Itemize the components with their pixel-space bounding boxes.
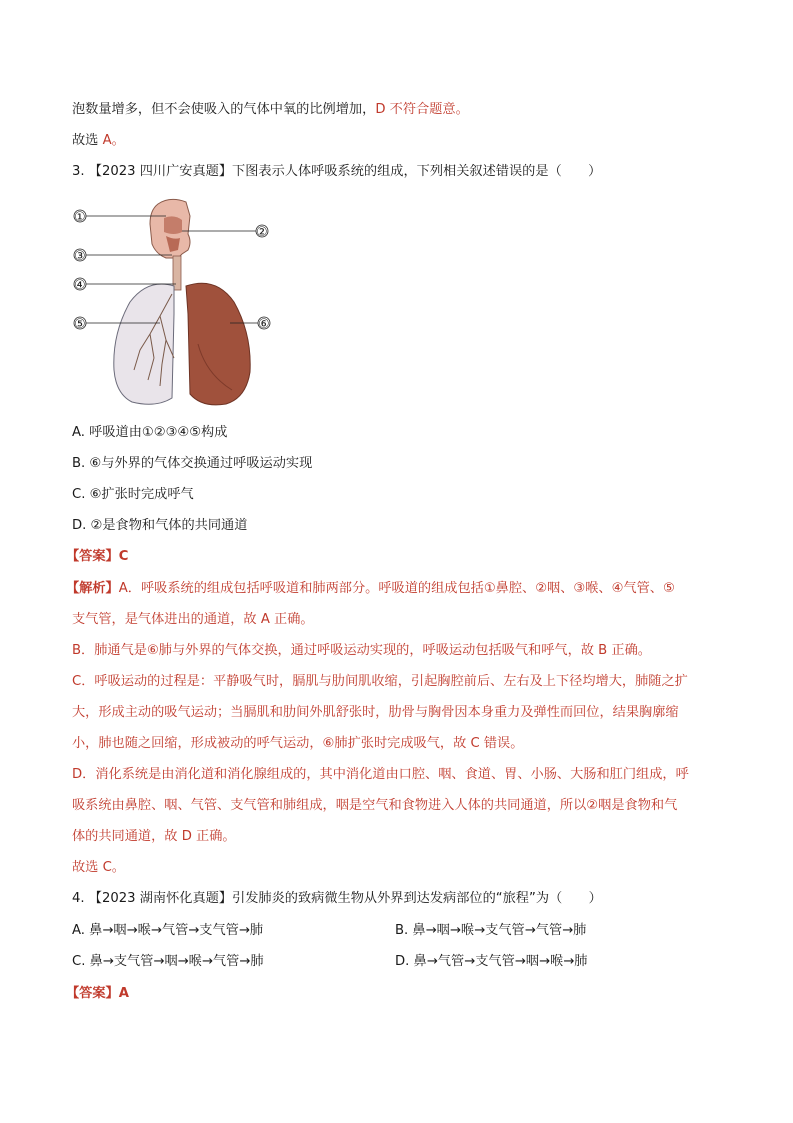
q3-analysis-c3: 小，肺也随之回缩，形成被动的呼气运动，⑥肺扩张时完成吸气，故 C 错误。	[72, 736, 524, 751]
q4-option-a: A. 鼻→咽→喉→气管→支气管→肺	[72, 923, 264, 938]
q3-option-a: A. 呼吸道由①②③④⑤构成	[72, 425, 228, 440]
text-line-1: 泡数量增多，但不会使吸入的气体中氧的比例增加，D 不符合题意。	[72, 102, 469, 117]
q4-option-c: C. 鼻→支气管→咽→喉→气管→肺	[72, 954, 264, 969]
trachea	[173, 256, 181, 290]
q4-option-d: D. 鼻→气管→支气管→咽→喉→肺	[395, 954, 588, 969]
label-2: ②	[256, 225, 268, 240]
q4-answer: 【答案】A	[66, 986, 129, 1001]
q3-final-choice: 故选 C。	[72, 860, 125, 875]
respiratory-system-diagram	[66, 194, 286, 408]
label-3: ③	[74, 249, 86, 264]
q3-option-b: B. ⑥与外界的气体交换通过呼吸运动实现	[72, 456, 313, 471]
q3-analysis-d1: D．消化系统是由消化道和消化腺组成的，其中消化道由口腔、咽、食道、胃、小肠、大肠和肛门组成，呼	[72, 767, 689, 782]
q3-analysis-b: B．肺通气是⑥肺与外界的气体交换，通过呼吸运动实现的，呼吸运动包括吸气和呼气，故 B 正确。	[72, 643, 651, 658]
q3-analysis-c1: C．呼吸运动的过程是：平静吸气时，膈肌与肋间肌收缩，引起胸腔前后、左右及上下径均增大，肺随之扩	[72, 674, 688, 689]
question-4-stem: 4. 【2023 湖南怀化真题】引发肺炎的致病微生物从外界到达发病部位的“旅程”为（ ）	[72, 891, 602, 906]
q3-analysis-a1: 【解析】A．呼吸系统的组成包括呼吸道和肺两部分。呼吸道的组成包括①鼻腔、②咽、③喉、④气管、⑤	[66, 581, 675, 596]
q3-option-d: D. ②是食物和气体的共同通道	[72, 518, 248, 533]
q4-option-b: B. 鼻→咽→喉→支气管→气管→肺	[395, 923, 587, 938]
label-5: ⑤	[74, 317, 86, 332]
q3-answer: 【答案】C	[66, 549, 129, 564]
label-4: ④	[74, 278, 86, 293]
question-3-stem: 3. 【2023 四川广安真题】下图表示人体呼吸系统的组成，下列相关叙述错误的是（ ）	[72, 164, 602, 179]
label-1: ①	[74, 210, 86, 225]
q3-analysis-a2: 支气管，是气体进出的通道，故 A 正确。	[72, 612, 314, 627]
label-6: ⑥	[258, 317, 270, 332]
head-illustration	[150, 199, 190, 258]
right-lung	[186, 283, 250, 405]
q3-option-c: C. ⑥扩张时完成呼气	[72, 487, 194, 502]
q3-analysis-d2: 吸系统由鼻腔、咽、气管、支气管和肺组成，咽是空气和食物进入人体的共同通道，所以②咽是食物和气	[72, 798, 678, 813]
q3-analysis-c2: 大，形成主动的吸气运动；当膈肌和肋间外肌舒张时，肋骨与胸骨因本身重力及弹性而回位，结果胸廓缩	[72, 705, 679, 720]
text-line-2: 故选 A。	[72, 133, 125, 148]
q3-analysis-d3: 体的共同通道，故 D 正确。	[72, 829, 236, 844]
